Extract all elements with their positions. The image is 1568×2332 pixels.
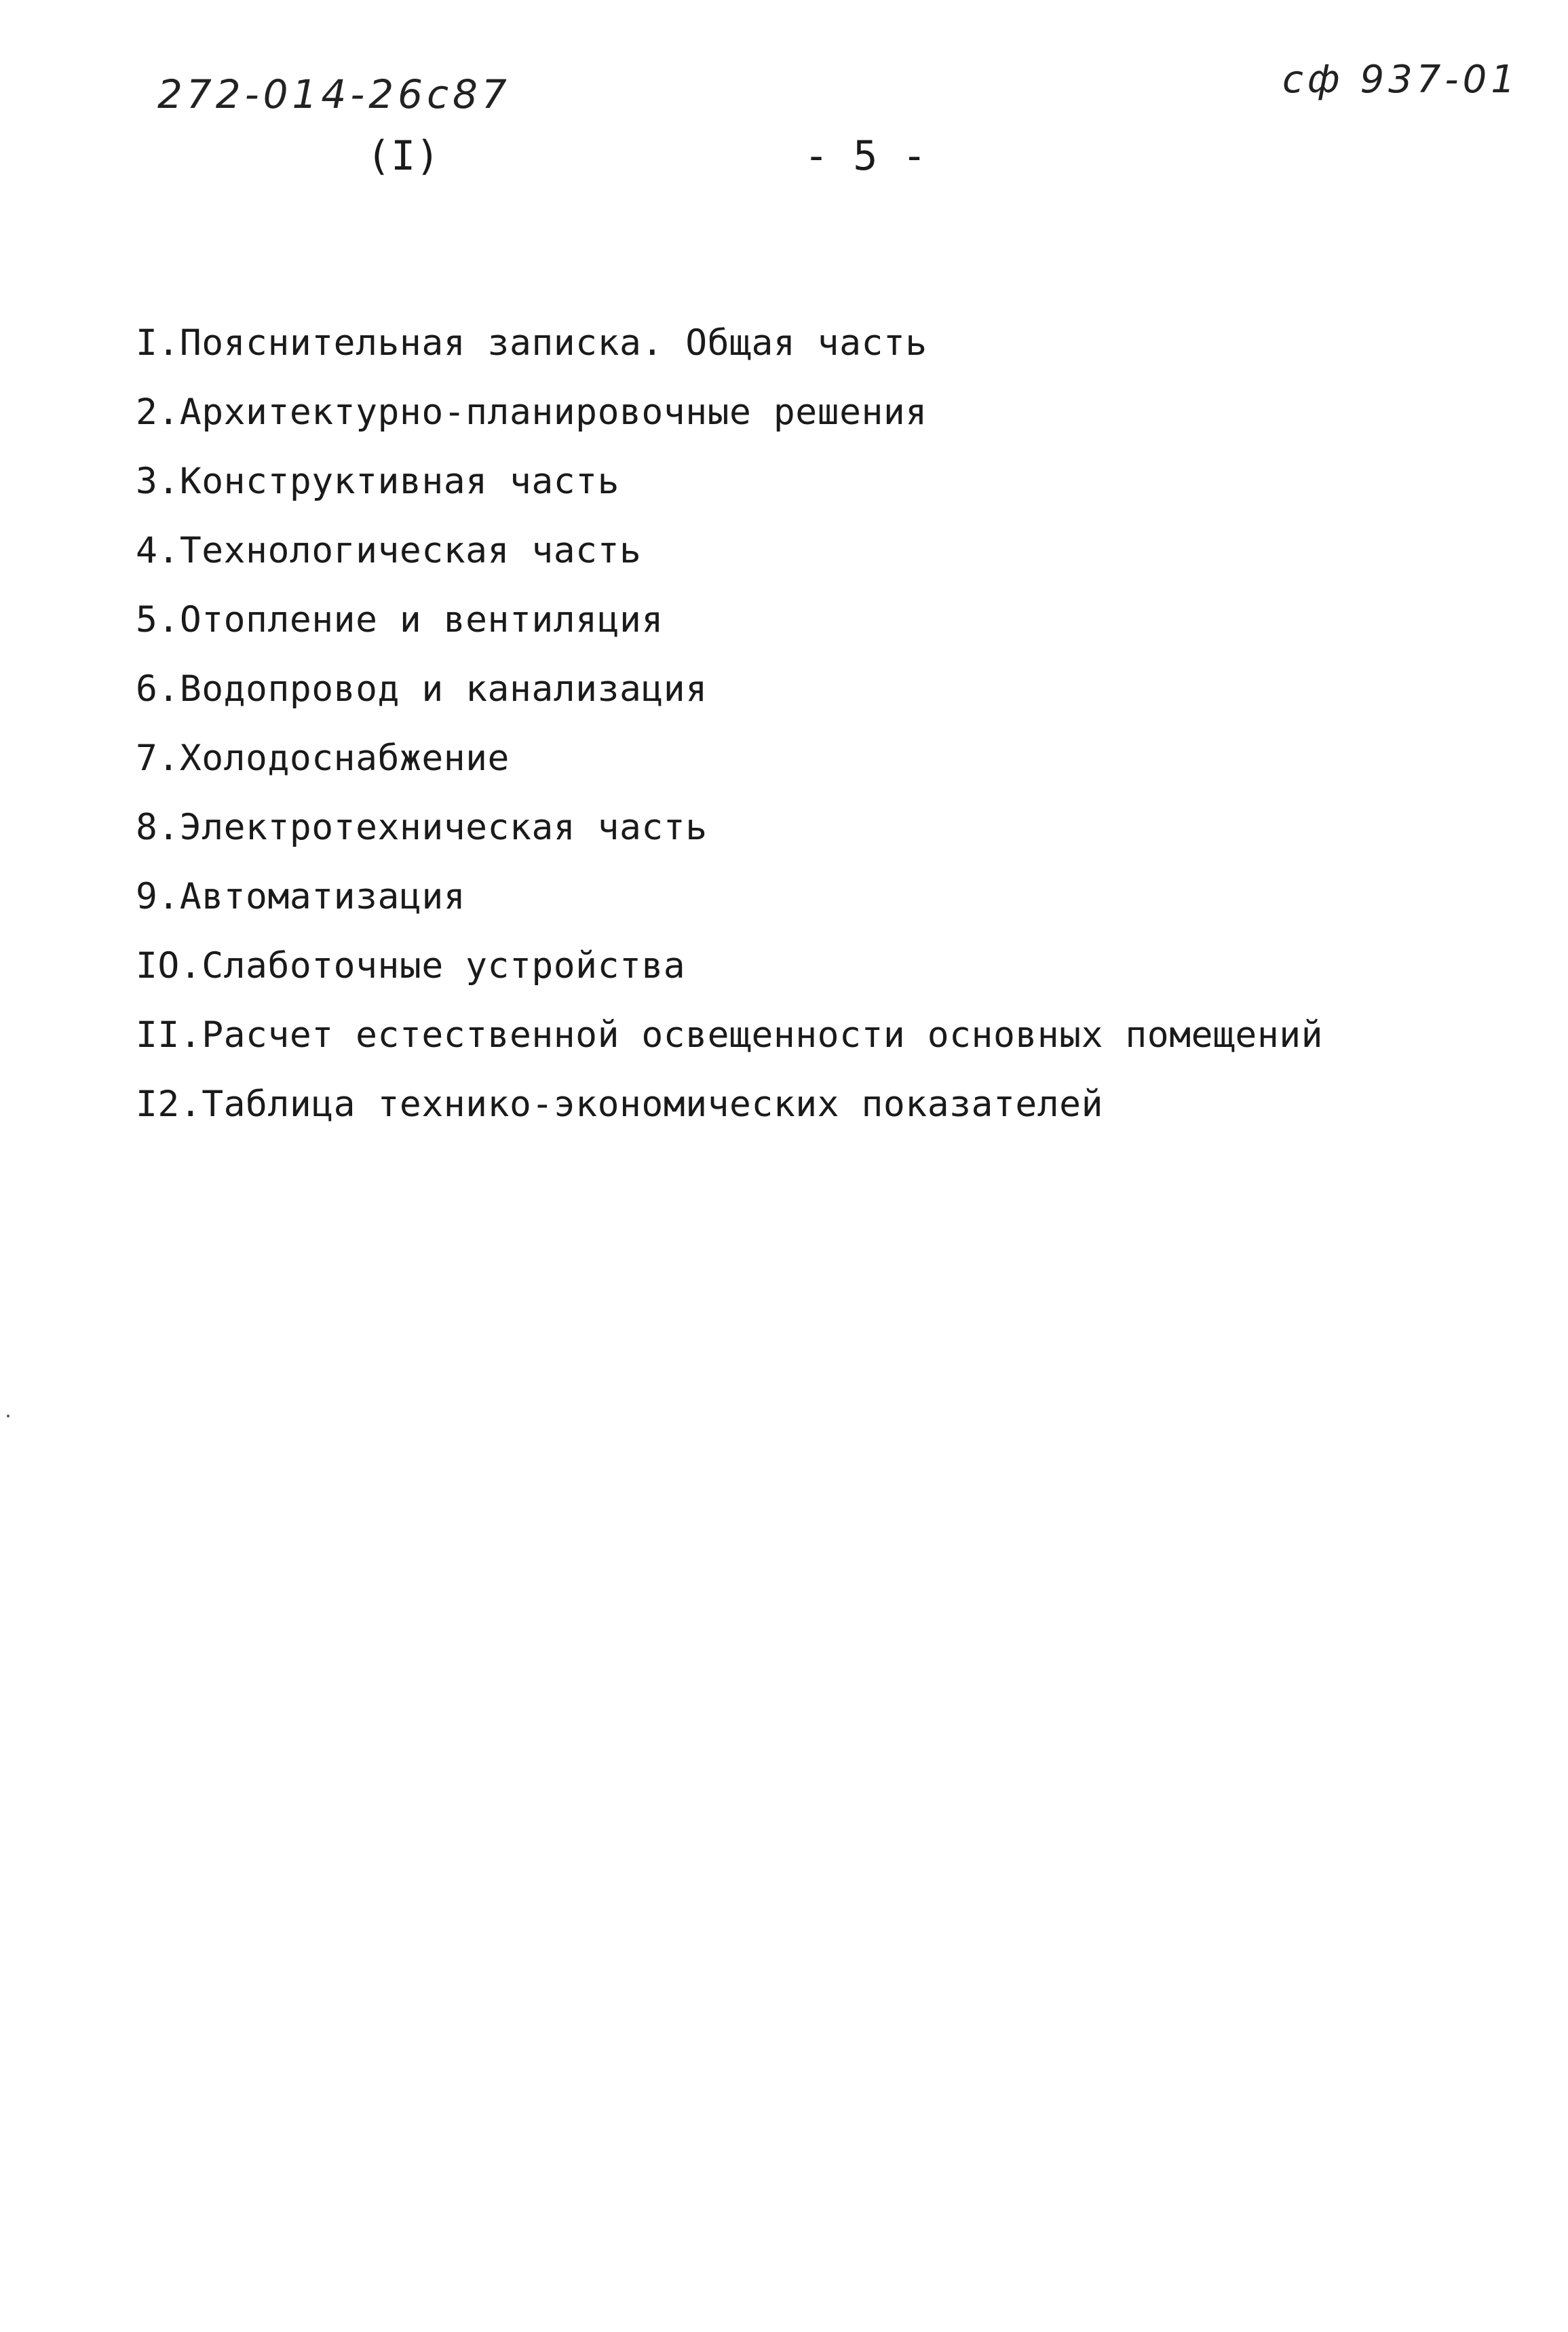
section-number: (I) (366, 132, 440, 180)
toc-item: 3.Конструктивная часть (136, 461, 619, 502)
toc-item: 6.Водопровод и канализация (136, 668, 708, 710)
toc-item: 2.Архитектурно-планировочные решения (136, 391, 928, 433)
toc-item: 9.Автоматизация (136, 876, 466, 917)
toc-item: 7.Холодоснабжение (136, 738, 510, 779)
page-number: - 5 - (804, 132, 927, 180)
handwritten-document-code: 272-014-26с87 (157, 71, 511, 117)
scan-speck (7, 1415, 9, 1417)
handwritten-inventory-number: сф 937-01 (1282, 58, 1519, 102)
toc-item: IO.Слаботочные устройства (136, 945, 686, 987)
toc-item: 8.Электротехническая часть (136, 807, 708, 848)
toc-item: I.Пояснительная записка. Общая часть (136, 322, 928, 364)
toc-item: 4.Технологическая часть (136, 530, 642, 571)
toc-item: I2.Таблица технико-экономических показателей (136, 1084, 1103, 1125)
toc-item: 5.Отопление и вентиляция (136, 599, 664, 641)
toc-item: II.Расчет естественной освещенности основных помещений (136, 1014, 1324, 1056)
table-of-contents (136, 309, 1323, 1139)
